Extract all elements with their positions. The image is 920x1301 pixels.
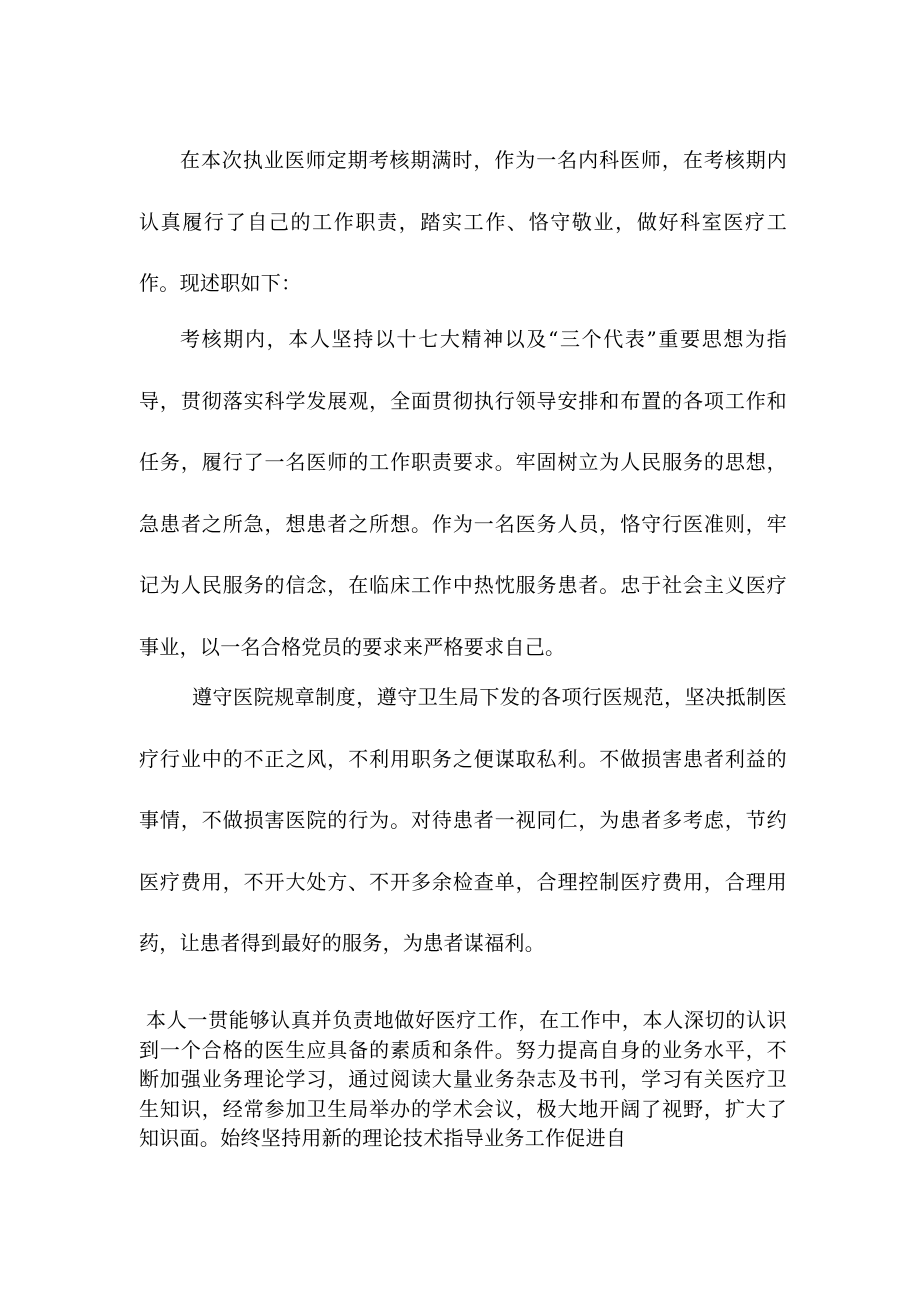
paragraph-opening: 在本次执业医师定期考核期满时，作为一名内科医师，在考核期内认真履行了自己的工作职责，踏实工作、恪守敬业，做好科室医疗工作。现述职如下： (139, 148, 787, 295)
paragraph-hospital-rules: 遵守医院规章制度，遵守卫生局下发的各项行医规范，坚决抵制医疗行业中的不正之风，不利用职务之便谋取私利。不做损害患者利益的事情，不做损害医院的行为。对待患者一视同仁，为患者多考虑，节约医疗费用，不开大处方、不开多余检查单，合理控制医疗费用，合理用药，让患者得到最好的服务，为患者谋福利。 (139, 685, 787, 955)
paragraph-assessment-period: 考核期内，本人坚持以十七大精神以及“三个代表”重要思想为指导，贯彻落实科学发展观，全面贯彻执行领导安排和布置的各项工作和任务，履行了一名医师的工作职责要求。牢固树立为人民服务的思想，急患者之所急，想患者之所想。作为一名医务人员，恪守行医准则，牢记为人民服务的信念，在临床工作中热忱服务患者。忠于社会主义医疗事业，以一名合格党员的要求来严格要求自己。 (139, 327, 787, 659)
paragraph-professional-study: 本人一贯能够认真并负责地做好医疗工作，在工作中，本人深切的认识到一个合格的医生应具备的素质和条件。努力提高自身的业务水平，不断加强业务理论学习，通过阅读大量业务杂志及书刊，学习有关医疗卫生知识，经常参加卫生局举办的学术会议，极大地开阔了视野，扩大了知识面。始终坚持用新的理论技术指导业务工作促进自 (139, 1008, 787, 1150)
